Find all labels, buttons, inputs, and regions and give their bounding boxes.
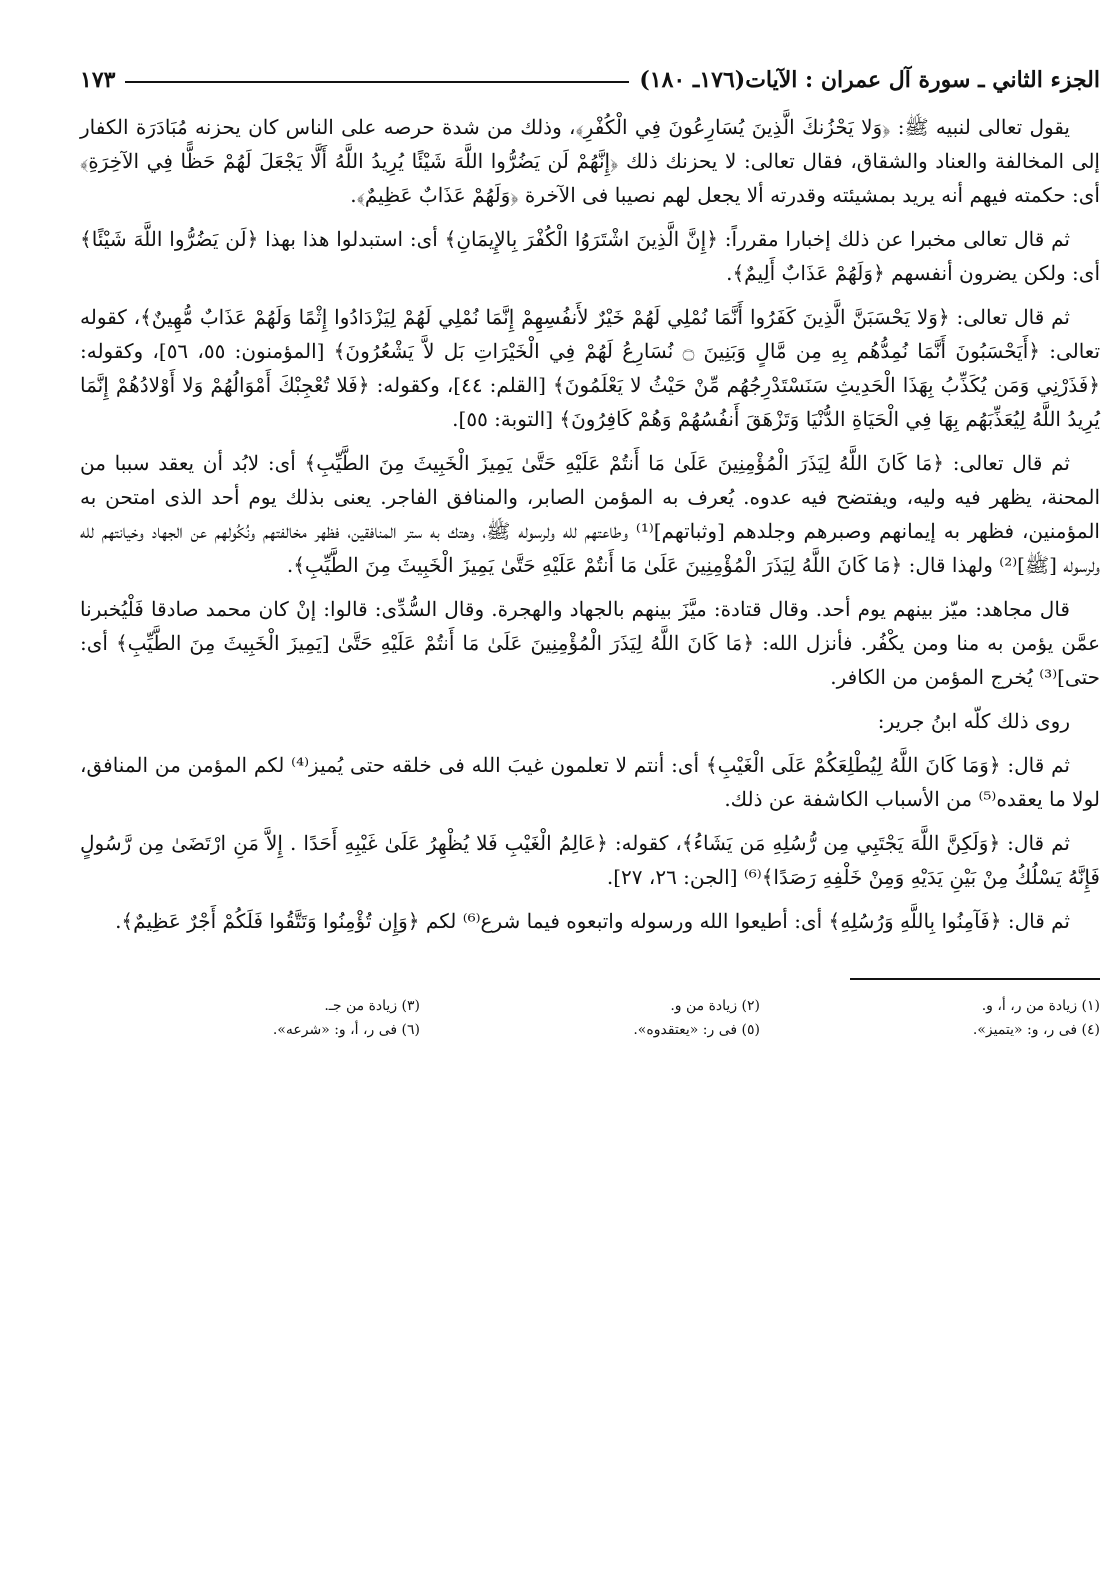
paragraph: ثم قال تعالى: ﴿مَا كَانَ اللَّهُ لِيَذَرَ الْمُؤْمِنِينَ عَلَىٰ مَا أَنتُمْ عَلَيْهِ حَتَّىٰ يَمِيزَ الْخَبِيثَ مِنَ الطَّيِّبِ﴾ أى: لابُد أن يعقد سببا من المحنة، يظهر فيه وليه، ويفتضح فيه عدوه. يُعرف به المؤمن الصابر، والمنافق الفاجر. يعنى بذلك يوم أحد الذى امتحن به المؤمنين، فظهر به إيمانهم وصبرهم وجلدهم [وثباتهم]⁽¹⁾ وطاعتهم لله ولرسوله ﷺ، وهتك به ستر المنافقين، فظهر مخالفتهم ونُكُولهم عن الجهاد وخيانتهم لله ولرسوله [ﷺ]⁽²⁾ ولهذا قال: ﴿مَا كَانَ اللَّهُ لِيَذَرَ الْمُؤْمِنِينَ عَلَىٰ مَا أَنتُمْ عَلَيْهِ حَتَّىٰ يَمِيزَ الْخَبِيثَ مِنَ الطَّيِّبِ﴾.	[80, 451, 1100, 577]
body-text	[80, 110, 1100, 938]
paragraph: ثم قال تعالى: ﴿وَلا يَحْسَبَنَّ الَّذِينَ كَفَرُوا أَنَّمَا نُمْلِي لَهُمْ خَيْرٌ لأَنفُسِهِمْ إِنَّمَا نُمْلِي لَهُمْ لِيَزْدَادُوا إِثْمًا وَلَهُمْ عَذَابٌ مُّهِينٌ﴾، كقوله تعالى: ﴿أَيَحْسَبُونَ أَنَّمَا نُمِدُّهُم بِهِ مِن مَّالٍ وَبَنِينَ ۝ نُسَارِعُ لَهُمْ فِي الْخَيْرَاتِ بَل لاَّ يَشْعُرُونَ﴾ [المؤمنون: ٥٥، ٥٦]، وكقوله: ﴿فَذَرْنِي وَمَن يُكَذِّبُ بِهَذَا الْحَدِيثِ سَنَسْتَدْرِجُهُم مِّنْ حَيْثُ لا يَعْلَمُونَ﴾ [القلم: ٤٤]، وكقوله: ﴿فَلا تُعْجِبْكَ أَمْوَالُهُمْ وَلا أَوْلادُهُمْ إِنَّمَا يُرِيدُ اللَّهُ لِيُعَذِّبَهُم بِهَا فِي الْحَيَاةِ الدُّنْيَا وَتَزْهَقَ أَنفُسُهُمْ وَهُمْ كَافِرُونَ﴾ [التوبة: ٥٥].	[80, 305, 1101, 431]
paragraph: ثم قال: ﴿وَلَكِنَّ اللَّهَ يَجْتَبِي مِن رُّسُلِهِ مَن يَشَاءُ﴾، كقوله: ﴿عَالِمُ الْغَيْبِ فَلا يُظْهِرُ عَلَىٰ غَيْبِهِ أَحَدًا . إِلاَّ مَنِ ارْتَضَىٰ مِن رَّسُولٍ فَإِنَّهُ يَسْلُكُ مِنْ بَيْنِ يَدَيْهِ وَمِنْ خَلْفِهِ رَصَدًا﴾⁽⁶⁾ [الجن: ٢٦، ٢٧].	[80, 831, 1100, 889]
footnote: (٣) زيادة من جـ.	[324, 998, 420, 1014]
paragraph: ثم قال: ﴿وَمَا كَانَ اللَّهُ لِيُطْلِعَكُمْ عَلَى الْغَيْبِ﴾ أى: أنتم لا تعلمون غيبَ الله فى خلقه حتى يُميز⁽⁴⁾ لكم المؤمن من المنافق، لولا ما يعقده⁽⁵⁾ من الأسباب الكاشفة عن ذلك.	[80, 753, 1100, 811]
header-title: الجزء الثاني ـ سورة آل عمران : الآيات(١٧٦ـ ١٨٠)	[639, 67, 1100, 93]
running-header	[80, 60, 1100, 100]
footnote: (٥) فى ر: «يعتقدوه».	[633, 1022, 760, 1038]
footnotes	[80, 998, 1100, 1038]
document-page	[80, 60, 1100, 1038]
footnote: (١) زيادة من ر، أ، و.	[981, 998, 1100, 1014]
footnote-divider	[850, 978, 1100, 980]
footnote: (٤) فى ر، و: «يتميز».	[972, 1022, 1100, 1038]
paragraph: يقول تعالى لنبيه ﷺ: ﴿وَلا يَحْزُنكَ الَّذِينَ يُسَارِعُونَ فِي الْكُفْرِ﴾، وذلك من شدة حرصه على الناس كان يحزنه مُبَادَرَة الكفار إلى المخالفة والعناد والشقاق، فقال تعالى: لا يحزنك ذلك ﴿إِنَّهُمْ لَن يَضُرُّوا اللَّهَ شَيْئًا يُرِيدُ اللَّهُ أَلَّا يَجْعَلَ لَهُمْ حَظًّا فِي الآخِرَةِ﴾ أى: حكمته فيهم أنه يريد بمشيئته وقدرته ألا يجعل لهم نصيبا فى الآخرة ﴿وَلَهُمْ عَذَابٌ عَظِيمٌ﴾.	[80, 115, 1100, 207]
paragraph: قال مجاهد: ميّز بينهم يوم أحد. وقال قتادة: ميَّزَ بينهم بالجهاد والهجرة. وقال السُّدِّى: قالوا: إنْ كان محمد صادقا فَلْيُخبرنا عمَّن يؤمن به منا ومن يكْفُر. فأنزل الله: ﴿مَا كَانَ اللَّهُ لِيَذَرَ الْمُؤْمِنِينَ عَلَىٰ مَا أَنتُمْ عَلَيْهِ حَتَّىٰ [يَمِيزَ الْخَبِيثَ مِنَ الطَّيِّبِ﴾ أى: حتى]⁽³⁾ يُخرج المؤمن من الكافر.	[80, 597, 1100, 689]
header-rule	[125, 81, 629, 83]
paragraph: روى ذلك كلّه ابنُ جرير:	[877, 709, 1070, 733]
paragraph: ثم قال: ﴿فَآمِنُوا بِاللَّهِ وَرُسُلِهِ﴾ أى: أطيعوا الله ورسوله واتبعوه فيما شرع⁽⁶⁾ لكم ﴿وَإِن تُؤْمِنُوا وَتَتَّقُوا فَلَكُمْ أَجْرٌ عَظِيمٌ﴾.	[115, 909, 1070, 933]
footnote: (٢) زيادة من و.	[670, 998, 760, 1014]
footnote: (٦) فى ر، أ، و: «شرعه».	[272, 1022, 420, 1038]
page-number: ١٧٣	[80, 67, 116, 93]
paragraph: ثم قال تعالى مخبرا عن ذلك إخبارا مقرراً: ﴿إِنَّ الَّذِينَ اشْتَرَوُا الْكُفْرَ بِالإِيمَانِ﴾ أى: استبدلوا هذا بهذا ﴿لَن يَضُرُّوا اللَّهَ شَيْئًا﴾ أى: ولكن يضرون أنفسهم ﴿وَلَهُمْ عَذَابٌ أَلِيمٌ﴾.	[80, 227, 1100, 285]
